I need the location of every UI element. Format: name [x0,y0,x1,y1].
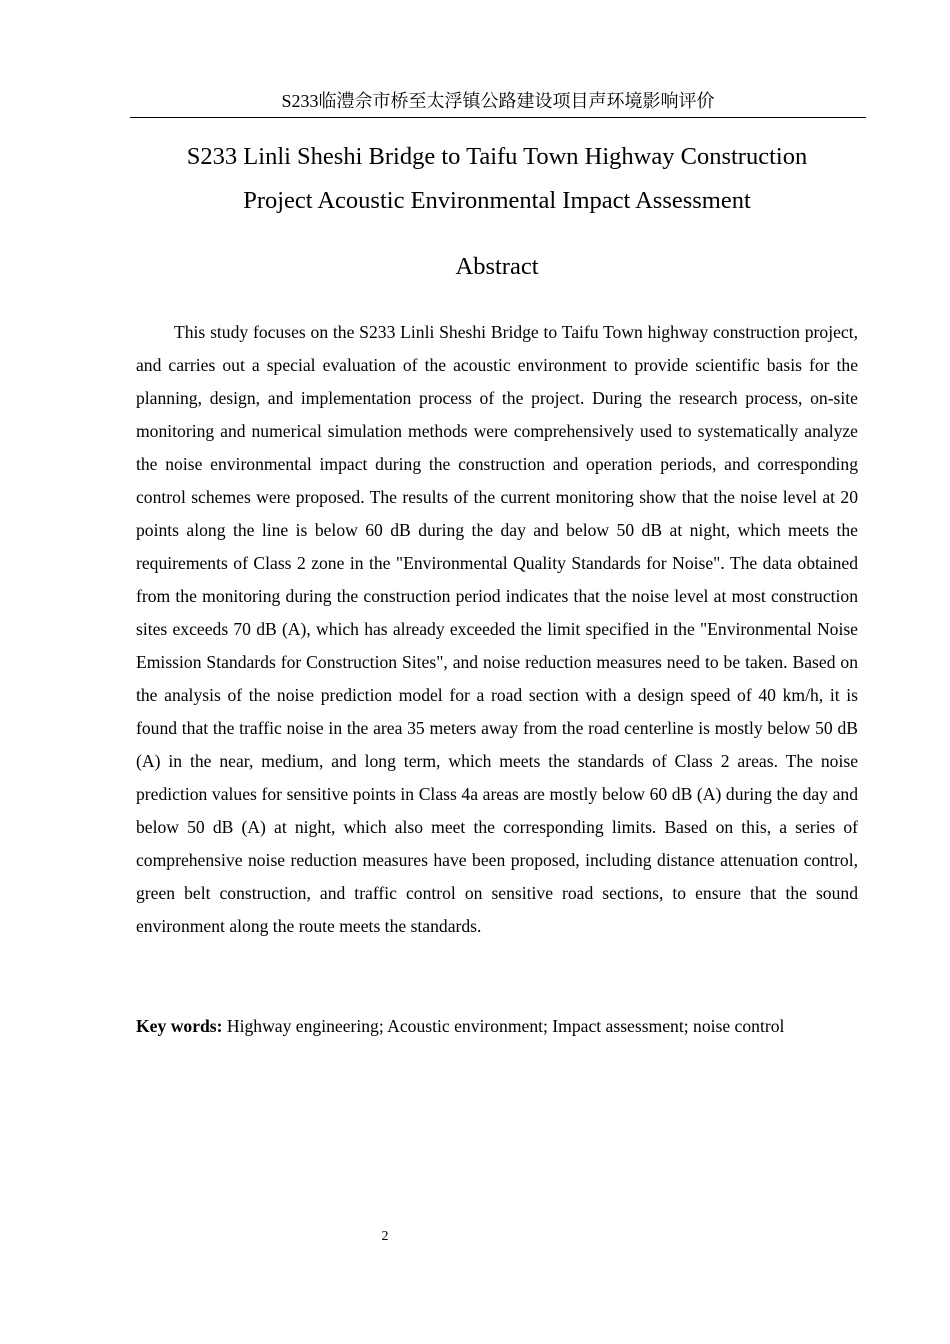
document-title-line-2: Project Acoustic Environmental Impact Assessment [243,187,751,214]
running-header: S233临澧佘市桥至太浮镇公路建设项目声环境影响评价 [281,91,715,111]
keywords-label: Key words: [136,1016,223,1036]
document-title-line-1: S233 Linli Sheshi Bridge to Taifu Town Highway Construction [186,143,808,170]
abstract-body: This study focuses on the S233 Linli Sheshi Bridge to Taifu Town highway construction project, and carries out a special evaluation of the acoustic environment to provide scientific basis for the planning, design, and implementation process of the project. During the research process, on-site monitoring and numerical simulation methods were comprehensively used to systematically analyze the noise environmental impact during the construction and operation periods, and corresponding control schemes were proposed. The results of the current monitoring show that the noise level at 20 points along the line is below 60 dB during the day and below 50 dB at night, which meets the requirements of Class 2 zone in the "Environmental Quality Standards for Noise". The data obtained from the monitoring during the construction period indicates that the noise level at most construction sites exceeds 70 dB (A), which has already exceeded the limit specified in the "Environmental Noise Emission Standards for Construction Sites", and noise reduction measures need to be taken. Based on the analysis of the noise prediction model for a road section with a design speed of 40 km/h, it is found that the traffic noise in the area 35 meters away from the road centerline is mostly below 50 dB (A) in the near, medium, and long term, which meets the standards of Class 2 areas. The noise prediction values for sensitive points in Class 4a areas are mostly below 60 dB (A) during the day and below 50 dB (A) at night, which also meet the corresponding limits. Based on this, a series of comprehensive noise reduction measures have been proposed, including distance attenuation control, green belt construction, and traffic control on sensitive road sections, to ensure that the sound environment along the route meets the standards. [136,322,858,936]
abstract-heading: Abstract [455,253,539,280]
keywords [136,1010,876,1043]
header-divider [130,117,866,118]
document-title [136,135,858,223]
page-number: 2 [381,1229,389,1244]
keywords-text: Highway engineering; Acoustic environment; Impact assessment; noise control [222,1016,785,1036]
